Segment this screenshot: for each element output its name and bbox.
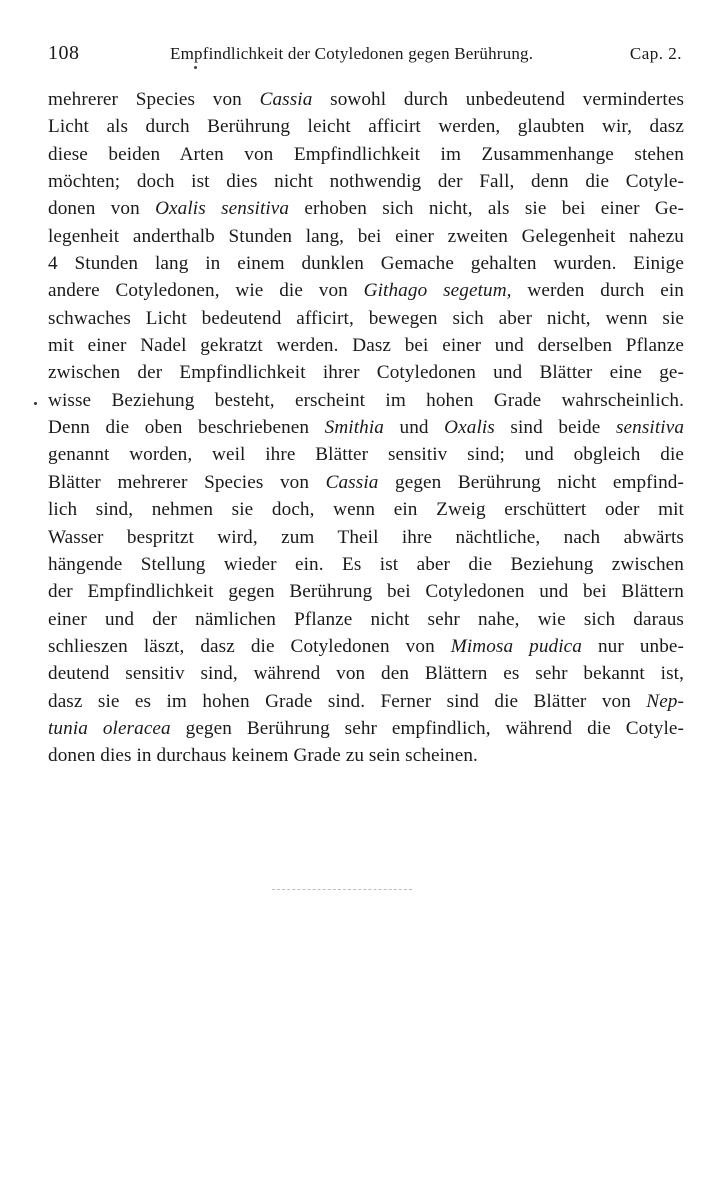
text-line	[48, 414, 684, 441]
text-run: hängende Stellung wieder ein. Es ist aber die Beziehung zwischen	[48, 553, 684, 575]
text-line	[48, 606, 684, 633]
text-line	[48, 551, 684, 578]
text-line	[48, 742, 684, 769]
text-line	[48, 168, 684, 195]
text-run: Wasser bespritzt wird, zum Theil ihre nächtliche, nach abwärts	[48, 526, 684, 548]
text-run: Licht als durch Berührung leicht afficirt werden, glaubten wir, dasz	[48, 116, 684, 138]
text-run: werden durch ein	[511, 280, 684, 302]
italic-term: Nep-	[646, 690, 684, 712]
italic-term: Oxalis	[444, 417, 495, 439]
text-run: sowohl durch unbedeutend vermindertes	[312, 89, 684, 110]
text-run: diese beiden Arten von Empfindlichkeit im Zusammenhange stehen	[48, 143, 684, 165]
text-run: nur unbe-	[581, 635, 684, 657]
text-line	[48, 86, 684, 113]
text-run: 4 Stunden lang in einem dunklen Gemache gehalten wurden. Einige	[48, 253, 684, 275]
text-run: deutend sensitiv sind, während von den Blättern es sehr bekannt ist,	[48, 663, 684, 685]
text-line	[48, 113, 684, 140]
italic-term: Githago segetum,	[363, 280, 512, 302]
text-run: Blätter mehrerer Species von	[48, 471, 326, 493]
page-header	[48, 42, 682, 72]
margin-speck	[34, 402, 37, 405]
text-run: lich sind, nehmen sie doch, wenn ein Zweig erschüttert oder mit	[48, 499, 684, 521]
italic-term: Oxalis sensitiva	[155, 198, 290, 220]
text-run: und	[383, 417, 445, 439]
text-line	[48, 496, 684, 523]
text-run: mehrerer Species von	[48, 89, 260, 110]
text-run: der Empfindlichkeit gegen Berührung bei Cotyledonen und bei Blättern	[48, 581, 684, 603]
running-title: Empfindlichkeit der Cotyledonen gegen Berührung.	[170, 44, 534, 63]
chapter-reference: Cap. 2.	[629, 44, 682, 63]
text-run: donen von	[48, 198, 156, 220]
text-line	[48, 469, 684, 496]
text-line	[48, 305, 684, 332]
text-run: gegen Berührung sehr empfindlich, während die Cotyle-	[170, 717, 684, 739]
text-line	[48, 359, 684, 386]
text-line	[48, 250, 684, 277]
text-run: zwischen der Empfindlichkeit ihrer Cotyledonen und Blätter eine ge-	[48, 362, 684, 384]
text-run: gegen Berührung nicht empfind-	[378, 471, 684, 493]
text-run: donen dies in durchaus keinem Grade zu sein scheinen.	[48, 745, 478, 767]
speck-mark	[194, 66, 197, 69]
text-run: möchten; doch ist dies nicht nothwendig der Fall, denn die Cotyle-	[48, 171, 684, 193]
italic-term: tunia oleracea	[48, 717, 171, 739]
text-line	[48, 141, 684, 168]
text-line	[48, 332, 684, 359]
text-line	[48, 633, 684, 660]
text-run: andere Cotyledonen, wie die von	[48, 280, 364, 302]
text-line	[48, 578, 684, 605]
faint-rule	[272, 889, 412, 890]
text-run: dasz sie es im hohen Grade sind. Ferner sind die Blätter von	[48, 690, 647, 712]
page-number: 108	[48, 42, 80, 64]
text-line	[48, 660, 684, 687]
text-run: wisse Beziehung besteht, erscheint im hohen Grade wahrscheinlich.	[48, 389, 684, 411]
italic-term: Mimosa pudica	[450, 635, 582, 657]
text-line	[48, 524, 684, 551]
text-run: mit einer Nadel gekratzt werden. Dasz bei einer und derselben Pflanze	[48, 335, 684, 357]
text-run: Denn die oben beschriebenen	[48, 417, 325, 439]
text-line	[48, 277, 684, 304]
text-run: genannt worden, weil ihre Blätter sensitiv sind; und obgleich die	[48, 444, 684, 466]
text-line	[48, 387, 684, 414]
text-run: schlieszen läszt, dasz die Cotyledonen von	[48, 635, 451, 657]
italic-term: sensitiva	[615, 417, 684, 439]
italic-term: Cassia	[325, 471, 379, 493]
text-run: legenheit anderthalb Stunden lang, bei einer zweiten Gelegenheit nahezu	[48, 225, 684, 247]
text-line	[48, 223, 684, 250]
body-paragraph	[48, 86, 684, 770]
text-run: schwaches Licht bedeutend afficirt, bewegen sich aber nicht, wenn sie	[48, 307, 684, 329]
text-line	[48, 715, 684, 742]
text-run: sind beide	[494, 417, 616, 439]
text-line	[48, 195, 684, 222]
text-line	[48, 441, 684, 468]
text-run: einer und der nämlichen Pflanze nicht sehr nahe, wie sich daraus	[48, 608, 684, 630]
text-run: erhoben sich nicht, als sie bei einer Ge-	[289, 198, 684, 220]
italic-term: Smithia	[324, 417, 384, 439]
text-line	[48, 688, 684, 715]
italic-term: Cassia	[259, 89, 313, 110]
